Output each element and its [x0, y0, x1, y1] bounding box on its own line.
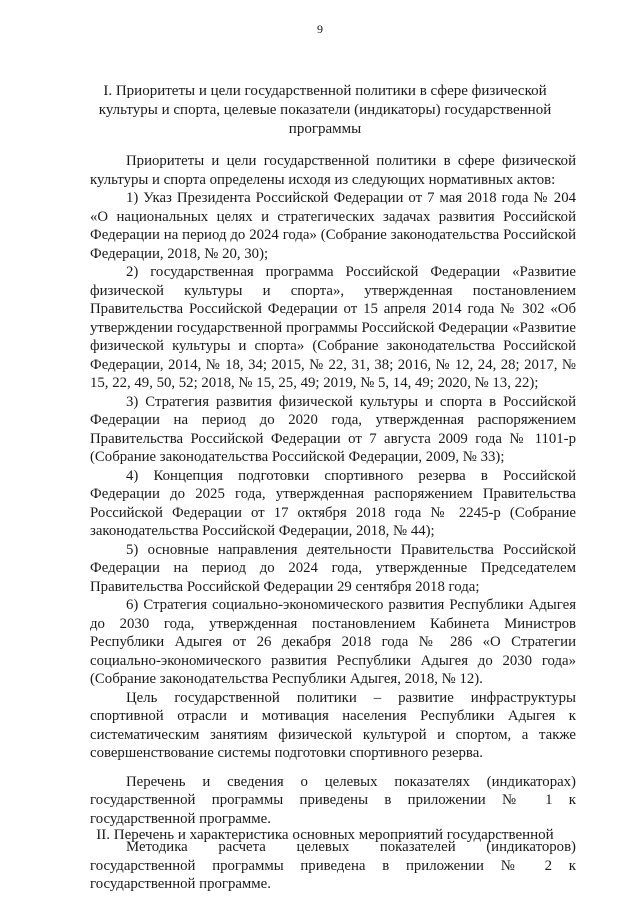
list-item: 4) Концепция подготовки спортивного резерва в Российской Федерации до 2025 года, утвержденная распоряжением Правительства Российской Федерации от 17 октября 2018 года № 2245-р (Собрание законодательства Российской Федерации, 2018, № 44);: [90, 467, 576, 539]
methodology-paragraph: Методика расчета целевых показателей (индикаторов) государственной программы приведена в приложении № 2 к государственной программе.: [90, 839, 576, 892]
intro-paragraph: Приоритеты и цели государственной политики в сфере физической культуры и спорта определены исходя из следующих нормативных актов:: [90, 153, 576, 188]
section-heading-activities: II. Перечень и характеристика основных мероприятий государственной: [96, 827, 554, 843]
section-heading-priorities: I. Приоритеты и цели государственной политики в сфере физической культуры и спорта, целевые показатели (индикаторы) государственной программы: [98, 83, 552, 137]
list-item: 6) Стратегия социально-экономического развития Республики Адыгея до 2030 года, утвержденная постановлением Кабинета Министров Республики Адыгея от 26 декабря 2018 года № 286 «О Стратегии социально-экономического развития Республики Адыгея до 2030 года» (Собрание законодательства Республики Адыгея, 2018, № 12).: [90, 597, 576, 687]
list-item: 1) Указ Президента Российской Федерации от 7 мая 2018 года № 204 «О национальных целях и стратегических задачах развития Российской Федерации на период до 2024 года» (Собрание законодательства Российской Федерации, 2018, № 20, 30);: [90, 190, 576, 262]
list-item: 5) основные направления деятельности Правительства Российской Федерации на период до 2024 года, утвержденные Председателем Правительства Российской Федерации 29 сентября 2018 года;: [90, 541, 576, 595]
document-body: [90, 152, 576, 894]
indicators-paragraph: Перечень и сведения о целевых показателях (индикаторах) государственной программы приведены в приложении № 1 к государственной программе.: [90, 773, 576, 827]
page-number: 9: [317, 22, 323, 36]
goal-paragraph: Цель государственной политики – развитие инфраструктуры спортивной отрасли и мотивация населения Республики Адыгея к систематическим занятиям физической культурой и спортом, а также совершенствование системы подготовки спортивного резерва.: [90, 689, 576, 761]
list-item: 2) государственная программа Российской Федерации «Развитие физической культуры и спорта», утвержденная постановлением Правительства Российской Федерации от 15 апреля 2014 года № 302 «Об утверждении государственной программы Российской Федерации «Развитие физической культуры и спорта» (Собрание законодательства Российской Федерации, 2014, № 18, 34; 2015, № 22, 31, 38; 2016, № 12, 24, 28; 2017, № 15, 22, 49, 50, 52; 2018, № 15, 25, 49; 2019, № 5, 14, 49; 2020, № 13, 22);: [90, 264, 576, 391]
list-item: 3) Стратегия развития физической культуры и спорта в Российской Федерации на период до 2020 года, утвержденная распоряжением Правительства Российской Федерации от 7 августа 2009 года № 1101-р (Собрание законодательства Российской Федерации, 2009, № 33);: [90, 393, 576, 465]
